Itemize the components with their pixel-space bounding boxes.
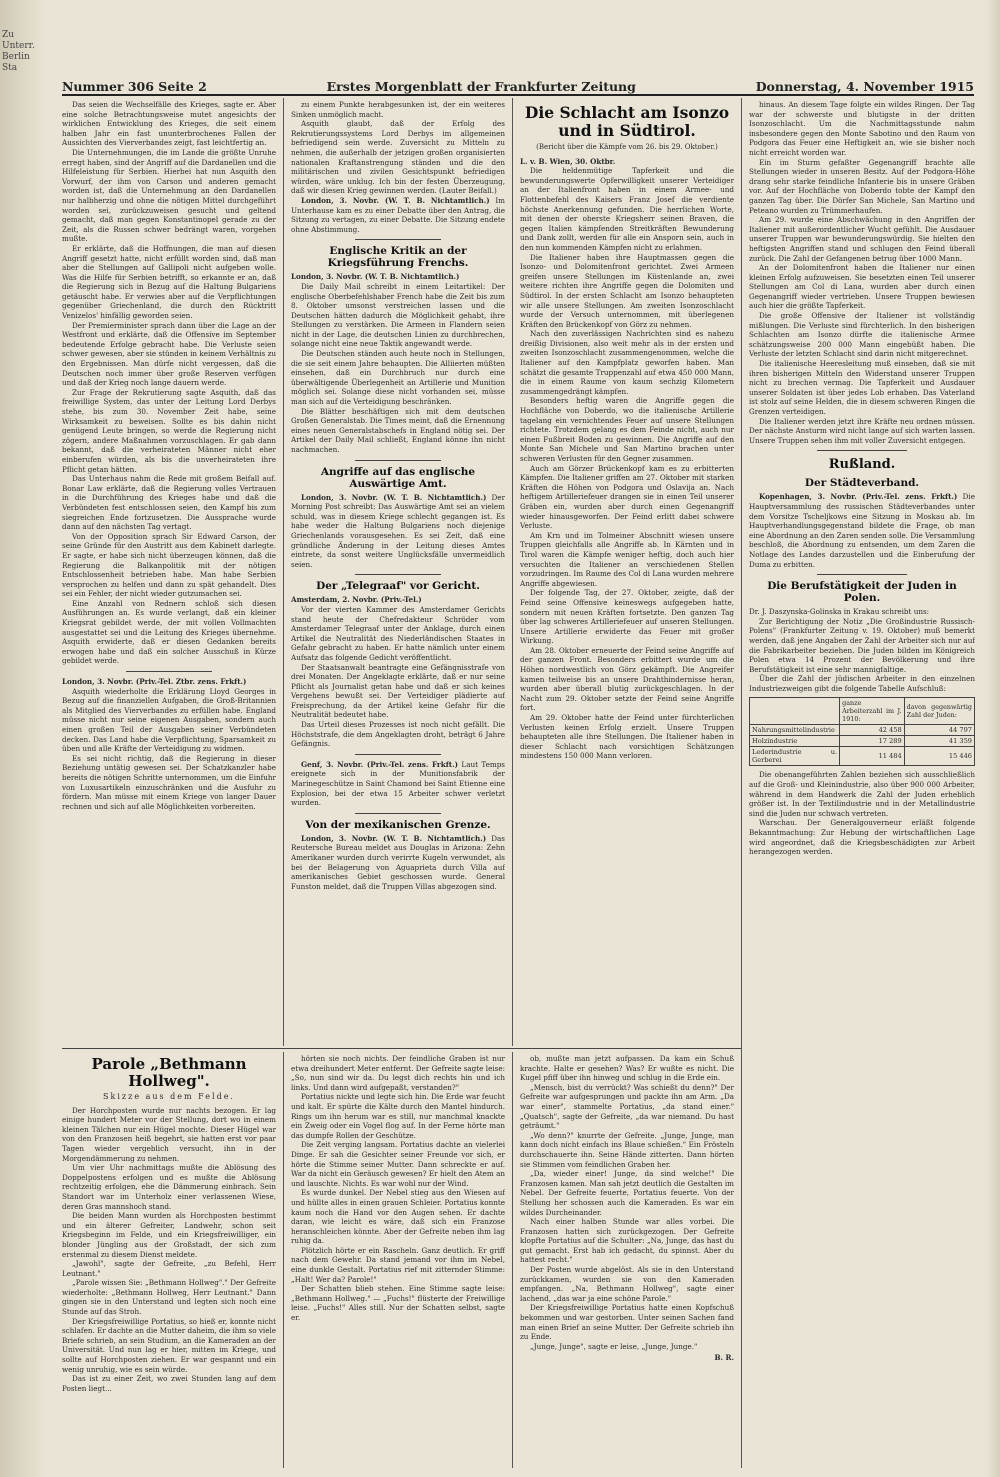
separator (126, 671, 212, 672)
dateline-text: London, 3. Novbr. (W. T. B. Nichtamtlich.) (301, 492, 487, 502)
column-1 (62, 100, 276, 1044)
paragraph: Die Deutschen ständen auch heute noch in Stellungen, die sie seit einem Jahre behaupten. Die Alliierten müßten einsehen, daß ein Durchbruch nur durch eine überwältigende Überlegenheit an Artillerie und Munition möglich sei. Solange diese nicht vorhanden sei, müsse man sich auf die Verteidigung beschränken. (291, 349, 505, 407)
feuilleton-body (291, 1054, 505, 1323)
paragraph: Die Zeit verging langsam. Portatius dachte an vielerlei Dinge. Er sah die Gesichter seiner Freunde vor sich, er hörte die Stimme seiner Mutter. Dann schreckte er auf. War da nicht ein Geräusch gewesen? Er hielt den Atem an und lauschte. Nichts. Es war wohl nur der Wind. (291, 1140, 505, 1188)
paragraph: „Da, wieder einer! Junge, da sind welche!" Die Franzosen kamen. Man sah jetzt deutlich die Gestalten im Nebel. Der Gefreite feuerte, Portatius feuerte. Von der Stellung her schossen auch die Kameraden. Es war ein wildes Durcheinander. (520, 1169, 734, 1217)
paragraph: Laut Temps ereignete sich in der Munitionsfabrik der Marinegeschütze in Saint Chamond bei Saint Etienne eine Explosion, bei der etwa 15 Arbeiter schwer verletzt wurden. (291, 759, 505, 808)
table-cell: 42 458 (840, 725, 905, 736)
paragraph: Die obenangeführten Zahlen beziehen sich ausschließlich auf die Groß- und Kleinindustrie, also über 900 000 Arbeiter, während in dem Handwerk die Zahl der Juden erheblich größer ist. In der Textilindustrie und in der Metallindustrie sind die Juden nur schwach vertreten. (749, 770, 975, 818)
paragraph: zu einem Punkte herabgesunken ist, der ein weiteres Sinken unmöglich macht. (291, 100, 505, 119)
paragraph: Die Unternehmungen, die im Lande die größte Unruhe erregt haben, sind der Angriff auf die Dardanellen und die Hilfeleistung für Serbien. Hierbei hat nun Asquith den Vorwurf, der ihm von Carson und anderen gemacht worden ist, daß die Unternehmung an den Dardanellen nur halbherzig und ohne die nötigen Mittel durchgeführt worden sei, zurückzuweisen gesucht und geltend gemacht, daß man gegen Konstantinopel gerade zu der Zeit, als die Russen schwer bedrängt waren, vorgehen mußte. (62, 147, 276, 244)
paragraph: An der Dolomitenfront haben die Italiener nur einen kleinen Erfolg aufzuweisen. Sie besetzten einen Teil unserer Stellungen am Col di Lana, wurden aber durch einen Gegenangriff wieder vertrieben. Unsere Truppen bewiesen auch hier die größte Tapferkeit. (749, 263, 975, 311)
article-staedteverband (749, 492, 975, 569)
paragraph: Der folgende Tag, der 27. Oktober, zeigte, daß der Feind seine Offensive keineswegs aufgegeben hatte, sondern mit neuen Kräften fortsetzte. Den ganzen Tag über lag schweres Artilleriefeuer auf unseren Stellungen. Unsere Artillerie erwiderte das Feuer mit großer Wirkung. (520, 588, 734, 646)
paragraph: „Parole wissen Sie: „Bethmann Hollweg"." Der Gefreite wiederholte: „Bethmann Hollweg, Herr Leutnant." Dann gingen sie in den Unterstand und legten sich noch eine Stunde auf das Stroh. (62, 1278, 276, 1317)
paragraph: Der Staatsanwalt beantragte eine Gefängnisstrafe von drei Monaten. Der Angeklagte erklärte, daß er nur seine Pflicht als Journalist getan habe und daß er sich keines Vergehens bewußt sei. Der Verteidiger plädierte auf Freisprechung, da der Artikel keine Gefahr für die Neutralität bedeutet habe. (291, 662, 505, 720)
feuilleton-body (62, 1106, 276, 1394)
paragraph: Nach einer halben Stunde war alles vorbei. Die Franzosen hatten sich zurückgezogen. Der Gefreite klopfte Portatius auf die Schulter: „Na, Junge, das hast du gut gemacht. Erst hab ich gedacht, du spinnst. Aber du hattest recht." (520, 1217, 734, 1265)
table-header-cell (750, 698, 840, 725)
binding-spine (0, 0, 46, 1477)
headline-mexikanische-grenze: Von der mexikanischen Grenze. (305, 818, 491, 831)
paragraph: Auch am Görzer Brückenkopf kam es zu erbitterten Kämpfen. Die Italiener griffen am 27. Oktober mit starken Kräften die Höhen von Podgora und Oslavija an. Nach heftigem Artilleriefeuer drangen sie in einen Teil unserer Gräben ein, wurden aber durch einen Gegenangriff wieder hinausgeworfen. Der Feind erlitt dabei schwere Verluste. (520, 463, 734, 531)
dateline-text: London, 3. Novbr. (W. T. B. Nichtamtlich.) (301, 195, 490, 205)
paragraph: Von der Opposition sprach Sir Edward Carson, der seine Gründe für den Austritt aus dem Kabinett darlegte. Er sagte, er habe sich nicht überzeugen können, daß die Regierung die Balkanpolitik mit der nötigen Entschlossenheit betrieben habe. Man habe Serbien versprochen zu helfen und dann zu spät gehandelt. Dies sei ein Fehler, der nicht wieder gutzumachen sei. (62, 531, 276, 599)
paragraph: „Junge, Junge", sagte er leise, „Junge, Junge." (530, 1341, 698, 1351)
paragraph: Am 28. Oktober erneuerte der Feind seine Angriffe auf der ganzen Front. Besonders erbittert wurde um die Höhen nordwestlich von Görz gekämpft. Die Angreifer kamen teilweise bis an unsere Drahthindernisse heran, wurden aber überall blutig zurückgeschlagen. In der Nacht zum 29. Oktober setzte der Feind seine Angriffe fort. (520, 645, 734, 713)
headline-telegraaf: Der „Telegraaf" vor Gericht. (316, 580, 480, 593)
paragraph: „Jawohl", sagte der Gefreite, „zu Befehl, Herr Leutnant." (62, 1259, 276, 1278)
paragraph: Der Kriegsfreiwillige Portatius, so hieß er, konnte nicht schlafen. Er dachte an die Mutter daheim, die ihm so viele Briefe schrieb, an sein Studium, an die Kameraden an der Universität. Und nun lag er hier, mitten im Kriege, und sollte auf Horchposten ziehen. Er war gespannt und ein wenig unruhig, wie es sein würde. (62, 1316, 276, 1374)
paragraph: Der Posten wurde abgelöst. Als sie in den Unterstand zurückkamen, wurden sie von den Kameraden empfangen. „Na, Bethmann Hollweg", sagte einer lachend, „das war ja eine schöne Parole." (520, 1265, 734, 1303)
paragraph: Die Italiener haben ihre Hauptmassen gegen die Isonzo- und Dolomitenfront gerichtet. Zwei Armeen greifen unsere Stellungen im Küstenlande an, zwei weitere richten ihre Angriffe gegen die Dolomiten und Südtirol. In der ersten Schlacht am Isonzo behaupteten wir alle unsere Stellungen. Am zweiten Isonzoschlacht wurde der Versuch unternommen, mit überlegenen Kräften den Brückenkopf von Görz zu nehmen. (520, 252, 734, 329)
dateline-text: Genf, 3. Novbr. (Priv.-Tel. zens. Frkft.) (301, 759, 459, 769)
table-cell: Holzindustrie (750, 736, 840, 747)
paragraph: Die beiden Mann wurden als Horchposten bestimmt und ein älterer Gefreiter, Landwehr, schon seit Kriegsbeginn im Felde, und ein Kriegsfreiwilliger, ein blonder Jüngling aus der Großstadt, der sich zum erstenmal zu diesem Dienst meldete. (62, 1211, 276, 1259)
page-edge (986, 0, 1000, 1477)
feuilleton-subtitle: Skizze aus dem Felde. (103, 1092, 235, 1101)
paragraph: Der Kriegsfreiwillige Portatius hatte einen Kopfschuß bekommen und war gestorben. Unter seinen Sachen fand man einen Brief an seine Mutter. Der Gefreite schrieb ihn zu Ende. (520, 1303, 734, 1342)
paragraph: „Mensch, bist du verrückt? Was schießt du denn?" Der Gefreite war aufgesprungen und packte ihn am Arm. „Da war einer", stammelte Portatius, „da stand einer." „Quatsch", sagte der Gefreite, „da war niemand. Du hast geträumt." (520, 1082, 734, 1131)
article-juden-body (749, 617, 975, 694)
article-asquith-body (62, 100, 276, 666)
headline-russland: Rußland. (828, 457, 896, 473)
statistics-table (749, 697, 975, 766)
paragraph: Vor der vierten Kammer des Amsterdamer Gerichts stand heute der Chefredakteur Schröder vom Amsterdamer Telegraaf unter der Anklage, durch einen Artikel die Neutralität des Niederländischen Staates in Gefahr gebracht zu haben. Er hatte nämlich unter einem Aufsatz das folgende Gedicht veröffentlicht. (291, 604, 505, 662)
feuilleton-column-3 (520, 1054, 734, 1468)
paragraph: Am 29. wurde eine Abschwächung in den Angriffen der Italiener mit außerordentlicher Wucht gefühlt. Die Ausdauer unserer Truppen war bewunderungswürdig. Sie hielten den heftigsten Angriffen stand und schlugen den Feind überall zurück. Die Zahl der Gefangenen betrug über 1000 Mann. (749, 215, 975, 263)
article-isonzo-body (520, 166, 734, 761)
column-rule (283, 98, 284, 1046)
feuilleton-column-1 (62, 1054, 276, 1468)
table-cell: Nahrungsmittelindustrie (750, 725, 840, 736)
paragraph: Die Hauptversammlung des russischen Städteverbandes unter dem Vorsitze Tscheljkows eine Sitzung in Moskau ab. Im Hauptverhandlungsgegenstand bildete die Frage, ob man eine Abordnung an den Zaren senden solle. Die Versammlung beschloß, die Abordnung zu entsenden, um dem Zaren die Notlage des Landes darzustellen und die Einberufung der Duma zu erbitten. (749, 492, 975, 569)
separator (817, 450, 907, 451)
paragraph: Am Krn und im Tolmeiner Abschnitt wiesen unsere Truppen gleichfalls alle Angriffe ab. In Kärnten und in Tirol waren die Kämpfe weniger heftig, doch auch hier versuchten die Italiener an verschiedenen Stellen vorzudringen. Im Raume des Col di Lana wurden mehrere Angriffe abgewiesen. (520, 530, 734, 588)
paragraph: Asquith wiederholte die Erklärung Lloyd Georges in Bezug auf die finanziellen Aufgaben, die Groß-Britannien als Mitglied des Vierverbandes zu erfüllen habe. England müsse nicht nur seine eigenen Ausgaben, sondern auch einen großen Teil der Ausgaben seiner Verbündeten decken. Das Land habe die Verpflichtung, Sparsamkeit zu üben und alle Kräfte der Verteidigung zu widmen. (62, 686, 276, 754)
feuilleton-title: Parole „Bethmann Hollweg". (91, 1055, 247, 1090)
paragraph: Ein im Sturm gefaßter Gegenangriff brachte alle Stellungen wieder in unseren Besitz. Auf der Podgora-Höhe drang sehr starke feindliche Infanterie bis in unsere Gräben vor. Auf der Hochfläche von Doberdo tobte der Kampf den ganzen Tag über. Die Dörfer San Michele, San Martino und Peteano wurden zu Trümmerhaufen. (749, 157, 975, 215)
column-4 (749, 100, 975, 1468)
header-masthead: Erstes Morgenblatt der Frankfurter Zeitung (326, 79, 636, 94)
article-kritik-body (291, 282, 505, 455)
paragraph: Nach den zuverlässigen Nachrichten sind es nahezu dreißig Divisionen, also weit mehr als in der ersten und zweiten Isonzoschlacht zusammengenommen, welche die Italiener auf den Kampfplatz geworfen haben. Man schätzt die gesamte Truppenzahl auf etwa 450 000 Mann, die in einem Raume von kaum sechzig Kilometern zusammengedrängt kämpfen. (520, 329, 734, 396)
paragraph: Das Urteil dieses Prozesses ist noch nicht gefällt. Die Höchststrafe, die dem Angeklagten droht, beträgt 6 Jahre Gefängnis. (291, 720, 505, 749)
column-rule (741, 98, 742, 1468)
paragraph: Es sei nicht richtig, daß die Regierung in dieser Beziehung untätig gewesen sei. Der Schatzkanzler habe bereits die nötigen Schritte unternommen, um die Einfuhr von Luxusartikeln einzuschränken und die Ausfuhr zu fördern. Man müsse mit einem Kriege von langer Dauer rechnen und sich auf alle Möglichkeiten vorbereiten. (62, 753, 276, 811)
paragraph: hörten sie noch nichts. Der feindliche Graben ist nur etwa dreihundert Meter entfernt. Der Gefreite sagte leise: „So, nun sind wir da. Du legst dich rechts hin und ich links. Und dann wird aufgepaßt, verstanden?" (291, 1054, 505, 1092)
paragraph: Der Horchposten wurde nur nachts bezogen. Er lag einige hundert Meter vor der Stellung, dort wo in einem kleinen Tälchen nur ein Hügel mochte. Dieser Hügel war von den Franzosen heiß begehrt, sie hatten erst vor paar Tagen wieder vergeblich versucht, ihn in der Morgendämmerung zu nehmen. (62, 1105, 276, 1163)
column-rule (512, 1052, 513, 1468)
paragraph: Asquith glaubt, daß der Erfolg des Rekrutierungssystems Lord Derbys im allgemeinen befriedigend sein werde. Zuversicht zu Mitteln zu nehmen, die außerhalb der jetzigen großen organisierten nationalen Kraftanstrengung ständen und die den militärischen und zivilen Gesichtspunkt befriedigen würden, wäre unklug. Ich bin der festen Überzeugung, daß wir diesen Krieg gewinnen werden. (Lauter Beifall.) (291, 119, 505, 196)
table-row (750, 725, 975, 736)
paragraph: Der Schatten blieb stehen. Eine Stimme sagte leise: „Bethmann Hollweg." — „Fuchs!" flüsterte der Freiwillige leise. „Fuchs!" Alles still. Nur der Schatten selbst, sagte er. (291, 1284, 505, 1323)
paragraph: Um vier Uhr nachmittags mußte die Ablösung des Doppelpostens erfolgen und es mußte die Ablösung rechtzeitig erfolgen, ehe die Dämmerung einbrach. Sein Standort war im Unterholz einer verlassenen Wiese, deren Gras mannshoch stand. (62, 1163, 276, 1211)
paragraph: Die Blätter beschäftigen sich mit dem deutschen Großen Generalstab. Die Times meint, daß die Ernennung eines neuen Generalstabschefs in England nötig sei. Der Artikel der Daily Mail schließt, England könne ihn nicht nachmachen. (291, 406, 505, 454)
article-mexiko (291, 834, 505, 892)
paragraph: Das seien die Wechselfälle des Krieges, sagte er. Aber eine solche Betrachtungsweise mutet angesichts der wirklichen Entwicklung des Krieges, die seit einem halben Jahr ein fast ununterbrochenes Fallen der Aussichten des Vierverbandes zeigt, fast leichtfertig an. (62, 100, 276, 148)
table-cell: 15 446 (904, 747, 974, 766)
separator (355, 813, 441, 814)
dateline-text: Kopenhagen, 3. Novbr. (Priv.-Tel. zens. Frkft.) (759, 492, 958, 502)
separator (355, 239, 441, 240)
headline-auswaertige-amt: Angriffe auf das englische Auswärtige Amt. (320, 465, 476, 490)
author-line: Dr. J. Daszynska-Golinska in Krakau schreibt uns: (749, 607, 930, 617)
paragraph: Das Unterhaus nahm die Rede mit großem Beifall auf. Bonar Law erklärte, daß die Regierung volles Vertrauen in die Durchführung des Krieges habe und daß die Verbündeten fest entschlossen seien, den Kampf bis zum siegreichen Ende fortzusetzen. Die Aussprache wurde dann auf den nächsten Tag vertagt. (62, 474, 276, 532)
column-2 (291, 100, 505, 1044)
headline-staedteverband: Der Städteverband. (804, 477, 920, 490)
paragraph: ob, mußte man jetzt aufpassen. Da kam ein Schuß krachte. Halte er gesehen? Was? Er wußte es nicht. Die Kugel pfiff über ihn hinweg und schlug in die Erde ein. (520, 1054, 734, 1083)
paragraph: Plötzlich hörte er ein Rascheln. Ganz deutlich. Er griff nach dem Gewehr. Da stand jemand vor ihm im Nebel, eine dunkle Gestalt. Portatius rief mit zitternder Stimme: „Halt! Wer da? Parole!" (291, 1245, 505, 1284)
paragraph: Die heldenmütige Tapferkeit und die bewunderungswerte Opferwilligkeit unserer Verteidiger an der Italienfront haben in einem Armee- und Flottenbefehl des Kaisers Franz Josef die verdiente höchste Anerkennung gefunden. Die herrlichen Worte, mit denen der oberste Kriegsherr seinen Braven, die gegen Italien kämpfenden Streitkräften Bewunderung und Dank zollt, werden für alle ein Ansporn sein, auch in den nun kommenden Kämpfen nicht zu erlahmen. (520, 166, 734, 252)
separator (817, 574, 907, 575)
feuilleton-body (520, 1054, 734, 1351)
dateline-text: London, 3. Novbr. (W. T. B. Nichtamtlich.) (301, 833, 487, 843)
paragraph: Die italienische Heeresleitung muß einsehen, daß sie mit ihren bisherigen Mitteln den Widerstand unserer Truppen nicht zu brechen vermag. Die Tapferkeit und Ausdauer unserer Soldaten ist über jedes Lob erhaben. Das Vaterland ist stolz auf seine Helden, die in diesem schweren Ringen die Grenzen verteidigen. (749, 359, 975, 416)
table-cell: 41 359 (904, 736, 974, 747)
separator (355, 574, 441, 575)
article-juden-continued (749, 770, 975, 856)
paragraph: Eine Anzahl von Rednern schloß sich diesen Ausführungen an. Es wurde verlangt, daß ein kleiner Kriegsrat gebildet werde, der mit vollen Vollmachten ausgestattet sei und die Leitung des Krieges übernehme. Asquith erwiderte, daß er diesen Gedanken bereits erwogen habe und daß ein solcher Ausschuß in Kürze gebildet werde. (62, 598, 276, 666)
paragraph: Im Unterhause kam es zu einer Debatte über den Antrag, die Sitzung zu vertagen, zu einer Debatte. Die Sitzung endete ohne Abstimmung. (291, 195, 505, 234)
paragraph: Warschau. Der Generalgouverneur erläßt folgende Bekanntmachung: Zur Hebung der wirtschaftlichen Lage wird angeordnet, daß die Kriegsbeschädigten zur Arbeit herangezogen werden. (749, 818, 975, 857)
table-body (750, 725, 975, 766)
dateline: London, 3. Novbr. (Priv.-Tel. Ztbr. zens. Frkft.) (62, 677, 247, 687)
table-header-cell: ganze Arbeiterzahl im J. 1910: (840, 698, 905, 725)
feuilleton-column-2 (291, 1054, 505, 1468)
header-date: Donnerstag, 4. November 1915 (755, 79, 974, 94)
article-amt-body (291, 493, 505, 570)
table-row (750, 747, 975, 766)
spine-text: Zu Unterr. Berlin Sta (2, 30, 35, 73)
article-asquith-rede (62, 687, 276, 812)
paragraph: „Wo denn?" knurrte der Gefreite. „Junge, Junge, man kann doch nicht einfach ins Blaue schießen." Ein Frösteln durchschauerte ihn. Seine Hände zitterten. Dann hörten sie Stimmen vom feindlichen Graben her. (520, 1130, 734, 1169)
column-3 (520, 100, 734, 1044)
paragraph: Die Italiener werden jetzt ihre Kräfte neu ordnen müssen. Der nächste Ansturm wird nicht lange auf sich warten lassen. Unsere Truppen sehen ihm mit voller Zuversicht entgegen. (749, 416, 975, 445)
paragraph: hinaus. An diesem Tage folgte ein wildes Ringen. Der Tag war der schwerste und blutigste in der dritten Isonzoschlacht. Um die Nachmittagsstunde nahm insbesondere gegen den Monte Sabotino und den Raum von Podgora das Feuer eine Heftigkeit an, wie sie bisher noch nicht erreicht worden war. (749, 100, 975, 157)
article-genf (291, 760, 505, 808)
header-issue: Nummer 306 Seite 2 (62, 79, 207, 94)
column-rule (512, 98, 513, 1046)
dateline (291, 196, 505, 234)
separator (355, 460, 441, 461)
article-isonzo-continued (749, 100, 975, 445)
paragraph: Das ist zu einer Zeit, wo zwei Stunden lang auf dem Posten liegt... (62, 1374, 276, 1393)
page-header (62, 76, 974, 96)
paragraph: Am 29. Oktober hatte der Feind unter fürchterlichen Verlusten keinen Erfolg erzielt. Unsere Truppen behaupteten alle ihre Stellungen. Die Italiener haben in dieser Schlacht nach vorsichtigen Schätzungen mindestens 150 000 Mann verloren. (520, 713, 734, 761)
paragraph: Das Reutersche Bureau meldet aus Douglas in Arizona: Zehn Amerikaner wurden durch verirrte Kugeln verwundet, als bei der Belagerung von Aguaprieta durch Villa auf amerikanisches Gebiet geschossen wurde. General Funston meldet, daß die Truppen Villas abgezogen sind. (291, 833, 505, 891)
headline-englische-kritik: Englische Kritik an der Kriegsführung Frenchs. (327, 245, 469, 270)
paragraph: Er erklärte, daß die Hoffnungen, die man auf diesen Angriff gesetzt hatte, nicht erfüllt worden sind, daß man aber die Stellungen auf Gallipoli nicht aufgeben wolle. Was die Hilfe für Serbien betrifft, so erkannte er an, daß die Regierung sich in Bezug auf die Haltung Bulgariens getäuscht habe. Er verwies aber auf die Verpflichtungen gegenüber Griechenland, die durch den Rücktritt Venizelos' hinfällig geworden seien. (62, 243, 276, 321)
paragraph: Der Premierminister sprach dann über die Lage an der Westfront und erklärte, daß die Offensive im September bedeutende Erfolge gebracht habe. Die Verluste seien schwer gewesen, aber sie stünden in keinem Verhältnis zu den Ergebnissen. Man dürfe nicht vergessen, daß die Deutschen noch immer über große Reserven verfügen und daß der Krieg noch lange dauern werde. (62, 320, 276, 388)
subheadline: (Bericht über die Kämpfe vom 26. bis 29. Oktober.) (536, 143, 718, 151)
paragraph: Es wurde dunkel. Der Nebel stieg aus den Wiesen auf und hüllte alles in einen grauen Schleier. Portatius konnte kaum noch die Hand vor den Augen sehen. Er dachte daran, wie leicht es wäre, daß sich ein Franzose heranschleichen könnte. Aber der Gefreite neben ihm lag ruhig da. (291, 1188, 505, 1246)
paragraph: Zur Frage der Rekrutierung sagte Asquith, daß das freiwillige System, das unter der Leitung Lord Derbys stehe, bis zum 30. November Zeit habe, seine Wirksamkeit zu beweisen. Sollte es bis dahin nicht genügend Leute bringen, so werde die Regierung nicht zögern, andere Maßnahmen vorzuschlagen. Er gab dann bekannt, daß die verheirateten Männer nicht eher einberufen würden, als bis die unverheirateten ihre Pflicht getan hätten. (62, 387, 276, 474)
table-header (750, 698, 975, 725)
paragraph: Zur Berichtigung der Notiz „Die Großindustrie Russisch-Polens" (Frankfurter Zeitung v. 19. Oktober) muß bemerkt werden, daß jene Angaben der Zahl der Arbeiter sich nur auf die Fabrikarbeiter beziehen. Die Juden bilden im Königreich Polen etwa 14 Prozent der Bevölkerung und ihre Berufstätigkeit ist eine sehr mannigfaltige. (749, 616, 975, 674)
table-cell: 44 797 (904, 725, 974, 736)
table-header-row (750, 698, 975, 725)
feuilleton-rule (62, 1048, 741, 1049)
signature: B. R. (714, 1353, 734, 1363)
dateline: Amsterdam, 2. Novbr. (Priv.-Tel.) (291, 595, 422, 605)
headline-isonzo: Die Schlacht am Isonzo und in Südtirol. (524, 103, 730, 140)
article-telegraaf-body (291, 605, 505, 749)
table-cell: 11 484 (840, 747, 905, 766)
separator (355, 754, 441, 755)
dateline: London, 3. Novbr. (W. T. B. Nichtamtlich.) (291, 272, 460, 282)
paragraph: Die große Offensive der Italiener ist vollständig mißlungen. Die Verluste sind fürchterlich. In den bisherigen Schlachten am Isonzo dürfte die italienische Armee schätzungsweise 200 000 Mann eingebüßt haben. Die Verluste der letzten Schlacht sind darin nicht mitgerechnet. (749, 311, 975, 359)
article-continued (291, 100, 505, 196)
headline-juden-polen: Die Berufstätigkeit der Juden in Polen. (767, 580, 957, 605)
paragraph: Der Morning Post schreibt: Das Auswärtige Amt sei an vielem schuld, was in diesem Kriege schlecht gegangen ist. Es habe weder die Haltung Bulgariens noch diejenige Griechenlands vorausgesehen. Es sei Zeit, daß eine gründliche Änderung in der Leitung dieses Amtes eintrete, da sonst weitere Unglücksfälle unvermeidlich seien. (291, 492, 505, 569)
dateline: L. v. B. Wien, 30. Oktbr. (520, 156, 616, 166)
table-row (750, 736, 975, 747)
table-cell: 17 289 (840, 736, 905, 747)
table-cell: Lederindustrie u. Gerberei (750, 747, 840, 766)
paragraph: Besonders heftig waren die Angriffe gegen die Hochfläche von Doberdo, wo die italienische Artillerie tagelang ein vernichtendes Feuer auf unsere Stellungen richtete. Trotzdem gelang es dem Feinde nicht, auch nur einen Fußbreit Boden zu gewinnen. Die Angriffe auf den Monte San Michele und San Martino brachen unter schweren Verlusten für den Gegner zusammen. (520, 396, 734, 463)
paragraph: Über die Zahl der jüdischen Arbeiter in den einzelnen Industriezweigen gibt die folgende Tabelle Aufschluß: (749, 674, 975, 693)
paragraph: Portatius nickte und legte sich hin. Die Erde war feucht und kalt. Er spürte die Kälte durch den Mantel hindurch. Rings um ihn herum war es still, nur manchmal knackte ein Zweig oder ein Vogel flog auf. In der Ferne hörte man das dumpfe Rollen der Geschütze. (291, 1092, 505, 1140)
paragraph: Die Daily Mail schreibt in einem Leitartikel: Der englische Oberbefehlshaber French habe die Zeit bis zum 8. Oktober umsonst verstreichen lassen und die Deutschen hätten dadurch die Möglichkeit gehabt, ihre Stellungen zu verstärken. Die Armeen in Flandern seien nicht in der Lage, die deutschen Linien zu durchbrechen, solange nicht eine neue Taktik angewandt werde. (291, 281, 505, 349)
table-header-cell: davon gegenwärtig Zahl der Juden: (904, 698, 974, 725)
column-rule (283, 1052, 284, 1468)
